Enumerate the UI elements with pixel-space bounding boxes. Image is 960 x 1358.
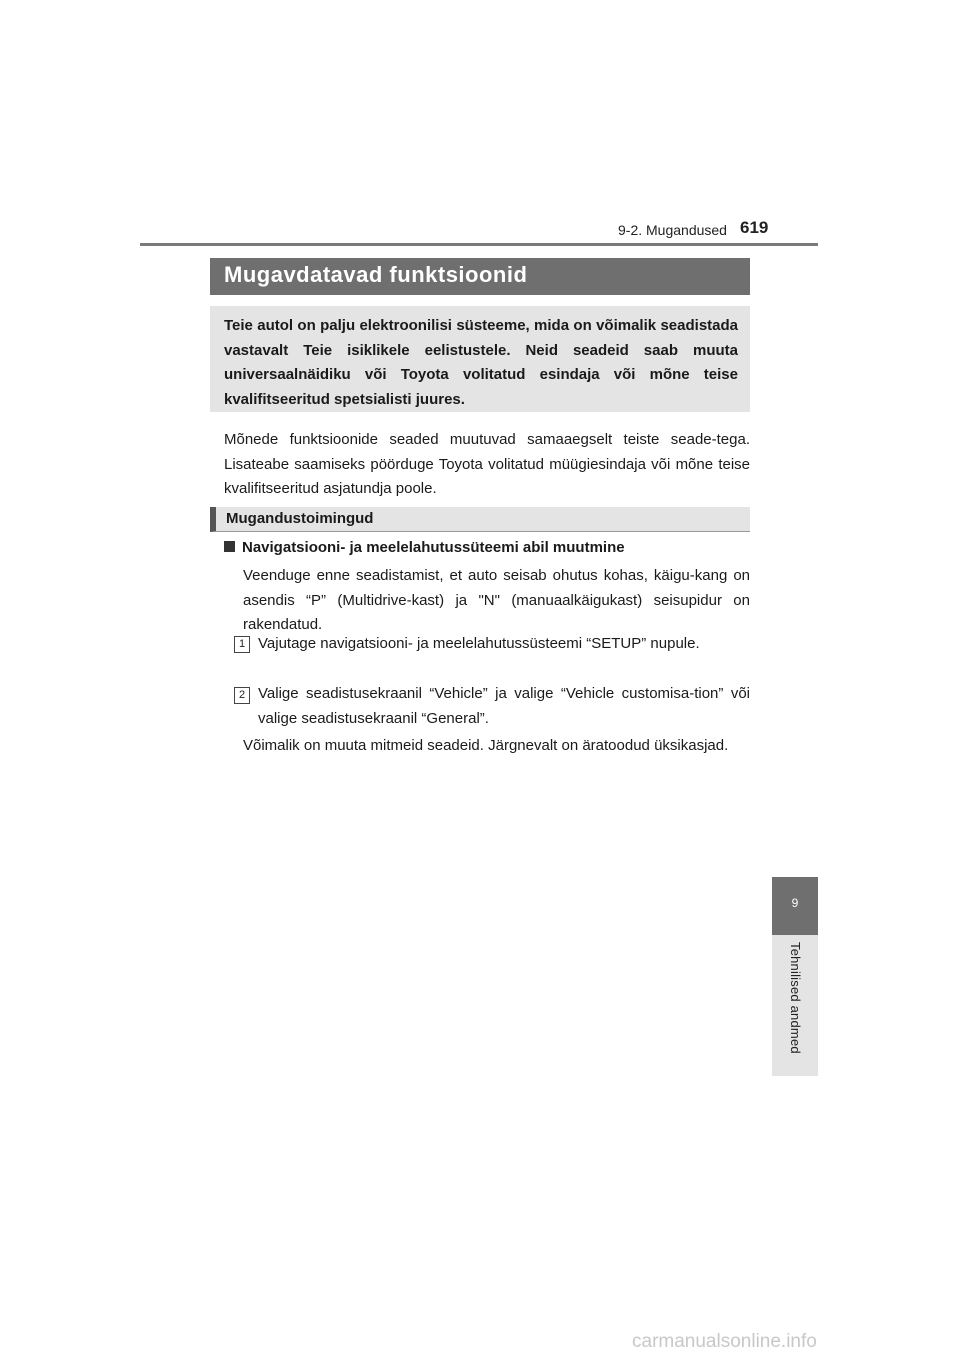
- sub-heading: Mugandustoimingud: [210, 507, 750, 532]
- watermark: carmanualsonline.info: [632, 1331, 817, 1352]
- header-rule: [140, 243, 818, 246]
- step-text-1: Vajutage navigatsiooni- ja meelelahutussüsteemi “SETUP” nupule.: [258, 635, 700, 652]
- intro-box: Teie autol on palju elektroonilisi süsteeme, mida on võimalik seadistada vastavalt Teie isiklikele eelistustele. Neid seadeid saab muuta universaalnäidiku või Toyota volitatud esindaja või mõne teise kvalifitseeritud spetsialisti juures.: [210, 306, 750, 412]
- bullet-heading: [224, 539, 625, 556]
- section-title: Mugavdatavad funktsioonid: [210, 258, 750, 295]
- page-number: 619: [740, 218, 769, 237]
- closing-text: Võimalik on muuta mitmeid seadeid. Järgnevalt on äratoodud üksikasjad.: [243, 737, 729, 754]
- bullet-square-icon: [224, 541, 235, 552]
- bullet-text: Veenduge enne seadistamist, et auto seisab ohutus kohas, käigu-kang on asendis “P” (Multidrive-kast) ja "N" (manuaalkäigukast) seisupidur on rakendatud.: [243, 567, 750, 633]
- side-tab-chapter-label: Tehnilised andmed: [788, 942, 803, 1054]
- step-text-2: Valige seadistusekraanil “Vehicle” ja valige “Vehicle customisa-tion” või valige seadistusekraanil “General”.: [258, 685, 750, 727]
- header-section-label: 9-2. Mugandused: [618, 222, 727, 238]
- side-tab-chapter-number: 9: [791, 896, 799, 910]
- paragraph: Mõnede funktsioonide seaded muutuvad samaaegselt teiste seade-tega. Lisateabe saamiseks pöörduge Toyota volitatud müügiesindaja või mõne teise kvalifitseeritud asjatundja poole.: [224, 431, 750, 497]
- bullet-heading-text: Navigatsiooni- ja meelelahutussüteemi abil muutmine: [242, 539, 625, 556]
- step-marker-1: 1: [234, 636, 250, 653]
- step-marker-2: 2: [234, 687, 250, 704]
